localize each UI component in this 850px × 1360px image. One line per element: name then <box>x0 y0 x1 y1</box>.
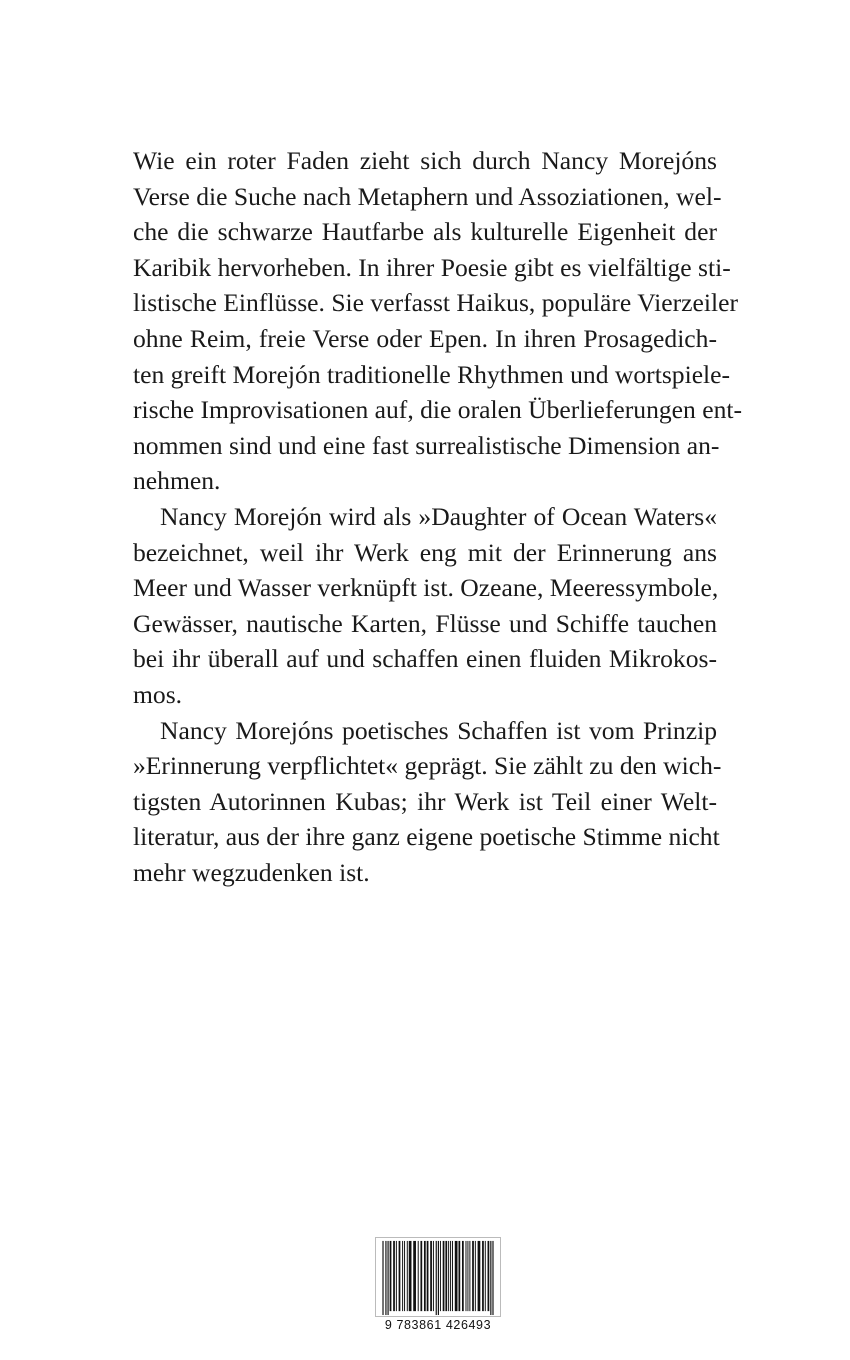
text-line: ohne Reim, freie Verse oder Epen. In ihren Prosagedich- <box>133 323 717 353</box>
barcode-bar <box>404 1241 405 1311</box>
barcode-bars <box>375 1237 501 1317</box>
barcode-bar <box>490 1241 491 1315</box>
barcode-bar <box>385 1241 386 1315</box>
barcode-bar <box>440 1241 441 1311</box>
text-line: Verse die Suche nach Metaphern und Assoziationen, wel- <box>133 181 722 211</box>
text-line: literatur, aus der ihre ganz eigene poetische Stimme nicht <box>133 822 720 852</box>
barcode-bar <box>430 1241 432 1311</box>
text-line: Nancy Morejóns poetisches Schaffen ist vom Prinzip <box>160 715 717 745</box>
barcode-bar <box>478 1241 481 1311</box>
barcode-bar <box>390 1241 392 1311</box>
text-line: »Erinnerung verpflichtet« geprägt. Sie zählt zu den wich- <box>133 751 722 781</box>
text-line: bezeichnet, weil ihr Werk eng mit der Erinnerung ans <box>133 537 717 567</box>
barcode-bar <box>469 1241 470 1311</box>
barcode-bar <box>485 1241 486 1311</box>
barcode-bar <box>409 1241 412 1311</box>
barcode-bar <box>482 1241 484 1311</box>
barcode-bar <box>420 1241 422 1311</box>
barcode-bar <box>399 1241 401 1311</box>
barcode-bar <box>387 1241 388 1315</box>
barcode-bar <box>393 1241 395 1311</box>
text-line: tigsten Autorinnen Kubas; ihr Werk ist Teil einer Welt- <box>133 786 717 816</box>
paragraph-1 <box>133 143 743 499</box>
barcode-bar <box>438 1241 439 1315</box>
text-line: ten greift Morejón traditionelle Rhythmen und wortspiele- <box>133 359 731 389</box>
barcode-bar <box>445 1241 447 1311</box>
barcode-bar <box>407 1241 408 1311</box>
barcode-bar <box>488 1241 490 1311</box>
paragraph-3 <box>133 713 722 891</box>
barcode-bar <box>443 1241 445 1311</box>
text-line: listische Einflüsse. Sie verfasst Haikus, populäre Vierzeiler <box>133 288 738 318</box>
barcode-bar <box>396 1241 397 1311</box>
text-line: rische Improvisationen auf, die oralen Überlieferungen ent- <box>133 395 743 425</box>
barcode-bar <box>472 1241 474 1311</box>
isbn-number: 9 783861 426493 <box>384 1318 492 1332</box>
barcode-bar <box>402 1241 403 1311</box>
barcode-bar <box>436 1241 437 1315</box>
barcode-bar <box>455 1241 458 1311</box>
text-line: Meer und Wasser verknüpft ist. Ozeane, Meeressymbole, <box>133 573 719 603</box>
text-line: Gewässer, nautische Karten, Flüsse und Schiffe tauchen <box>133 608 717 638</box>
barcode-bar <box>424 1241 426 1311</box>
barcode-bar <box>475 1241 476 1311</box>
barcode-bar <box>433 1241 434 1311</box>
text-line: Nancy Morejón wird als »Daughter of Ocean Waters« <box>160 501 717 531</box>
barcode-bar <box>418 1241 419 1311</box>
text-line: nommen sind und eine fast surrealistische Dimension an- <box>133 430 720 460</box>
isbn-barcode <box>375 1237 501 1332</box>
barcode-bar <box>492 1241 493 1315</box>
blurb-text <box>133 143 743 890</box>
text-line: che die schwarze Hautfarbe als kulturelle Eigenheit der <box>133 217 717 247</box>
text-line: bei ihr überall auf und schaffen einen fluiden Mikrokos- <box>133 644 717 674</box>
text-line: nehmen. <box>133 466 221 496</box>
barcode-bar <box>450 1241 451 1311</box>
barcode-bar <box>465 1241 466 1311</box>
barcode-bar <box>427 1241 429 1311</box>
barcode-bar <box>452 1241 453 1311</box>
text-line: Wie ein roter Faden zieht sich durch Nancy Morejóns <box>133 146 717 175</box>
text-line: mos. <box>133 679 183 709</box>
barcode-bar <box>382 1241 383 1315</box>
text-line: Karibik hervorheben. In ihrer Poesie gibt es vielfältige sti- <box>133 252 731 282</box>
barcode-bar <box>413 1241 416 1311</box>
paragraph-2 <box>133 499 717 713</box>
barcode-bar <box>467 1241 468 1311</box>
barcode-bar <box>448 1241 449 1311</box>
barcode-bar <box>462 1241 464 1311</box>
text-line: mehr wegzudenken ist. <box>133 857 370 887</box>
barcode-bar <box>458 1241 460 1311</box>
